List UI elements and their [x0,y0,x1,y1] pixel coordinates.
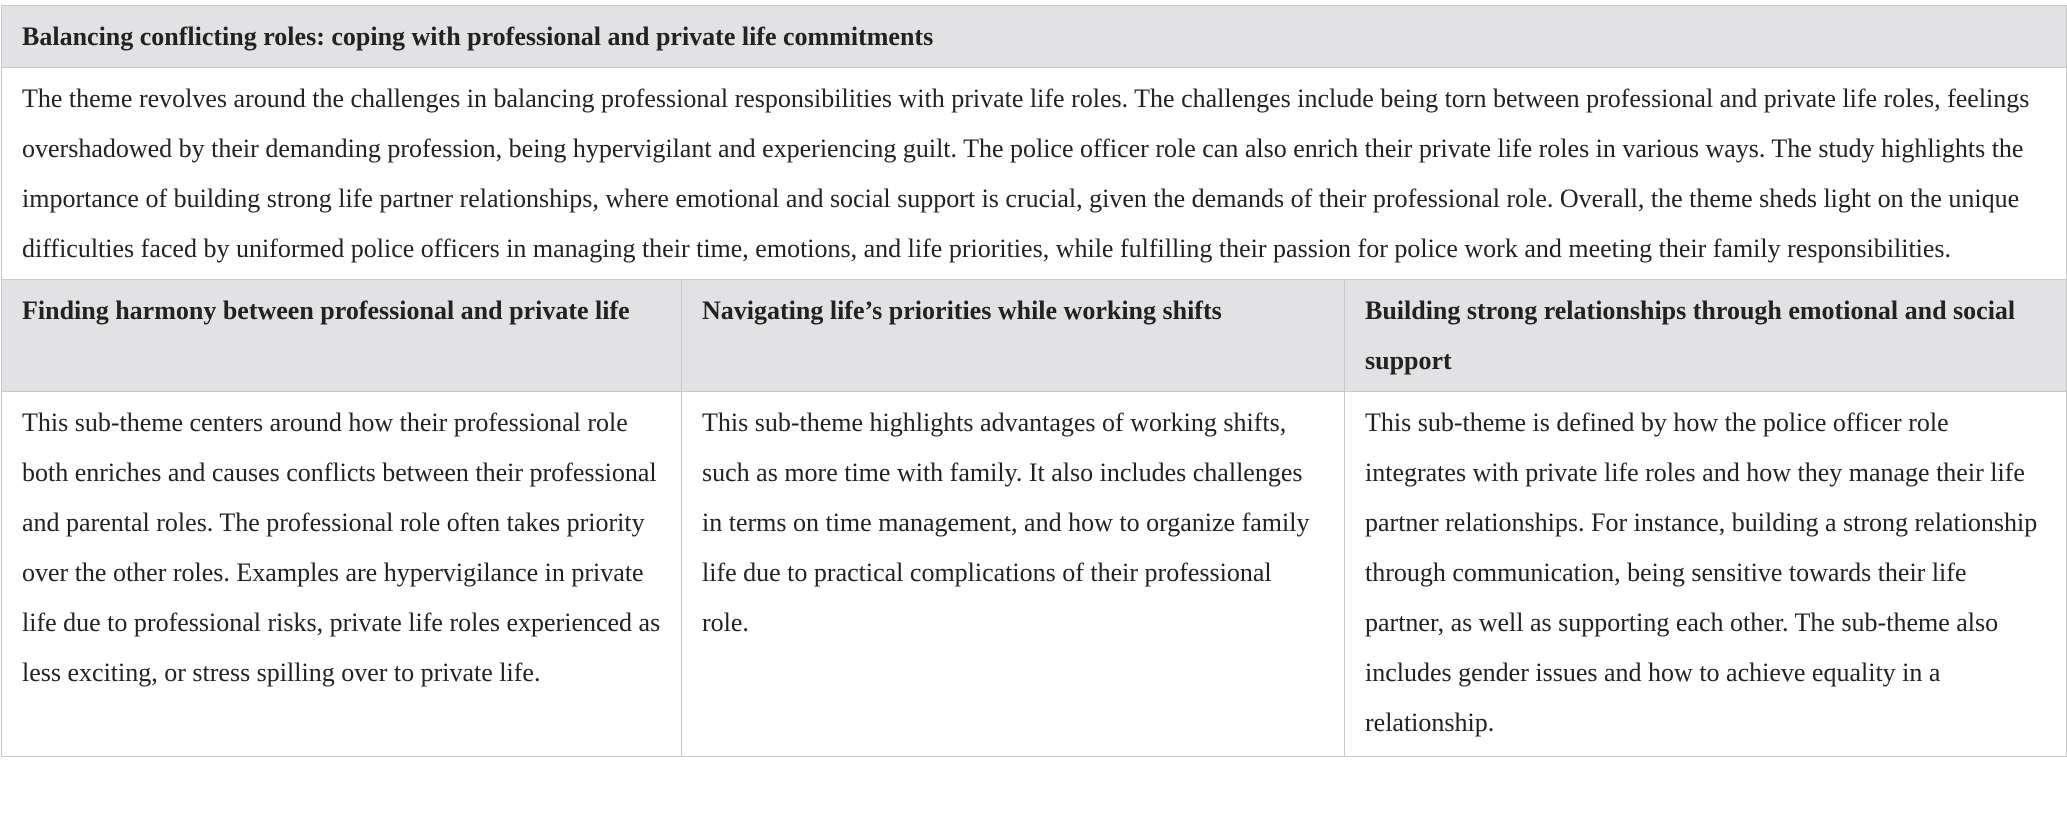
subtheme-description-row [2,392,2067,757]
subtheme-title-3: Building strong relationships through emotional and social support [1345,280,2067,392]
subtheme-description-1: This sub-theme centers around how their professional role both enriches and causes conflicts between their professional and parental roles. The professional role often takes priority over the other roles. Examples are hypervigilance in private life due to professional risks, private life roles experienced as less exciting, or stress spilling over to private life. [2,392,682,757]
theme-table-container [1,5,2066,757]
subtheme-title-1: Finding harmony between professional and private life [2,280,682,392]
theme-table [1,5,2067,757]
theme-title-row [2,6,2067,68]
subtheme-title-row [2,280,2067,392]
subtheme-description-2: This sub-theme highlights advantages of working shifts, such as more time with family. It also includes challenges in terms on time management, and how to organize family life due to practical complications of their professional role. [682,392,1345,757]
subtheme-title-2: Navigating life’s priorities while working shifts [682,280,1345,392]
theme-description: The theme revolves around the challenges in balancing professional responsibilities with private life roles. The challenges include being torn between professional and private life roles, feelings overshadowed by their demanding profession, being hypervigilant and experiencing guilt. The police officer role can also enrich their private life roles in various ways. The study highlights the importance of building strong life partner relationships, where emotional and social support is crucial, given the demands of their professional role. Overall, the theme sheds light on the unique difficulties faced by uniformed police officers in managing their time, emotions, and life priorities, while fulfilling their passion for police work and meeting their family responsibilities. [2,68,2067,280]
theme-description-row [2,68,2067,280]
theme-title: Balancing conflicting roles: coping with professional and private life commitments [2,6,2067,68]
subtheme-description-3: This sub-theme is defined by how the police officer role integrates with private life roles and how they manage their life partner relationships. For instance, building a strong relationship through communication, being sensitive towards their life partner, as well as supporting each other. The sub-theme also includes gender issues and how to achieve equality in a relationship. [1345,392,2067,757]
